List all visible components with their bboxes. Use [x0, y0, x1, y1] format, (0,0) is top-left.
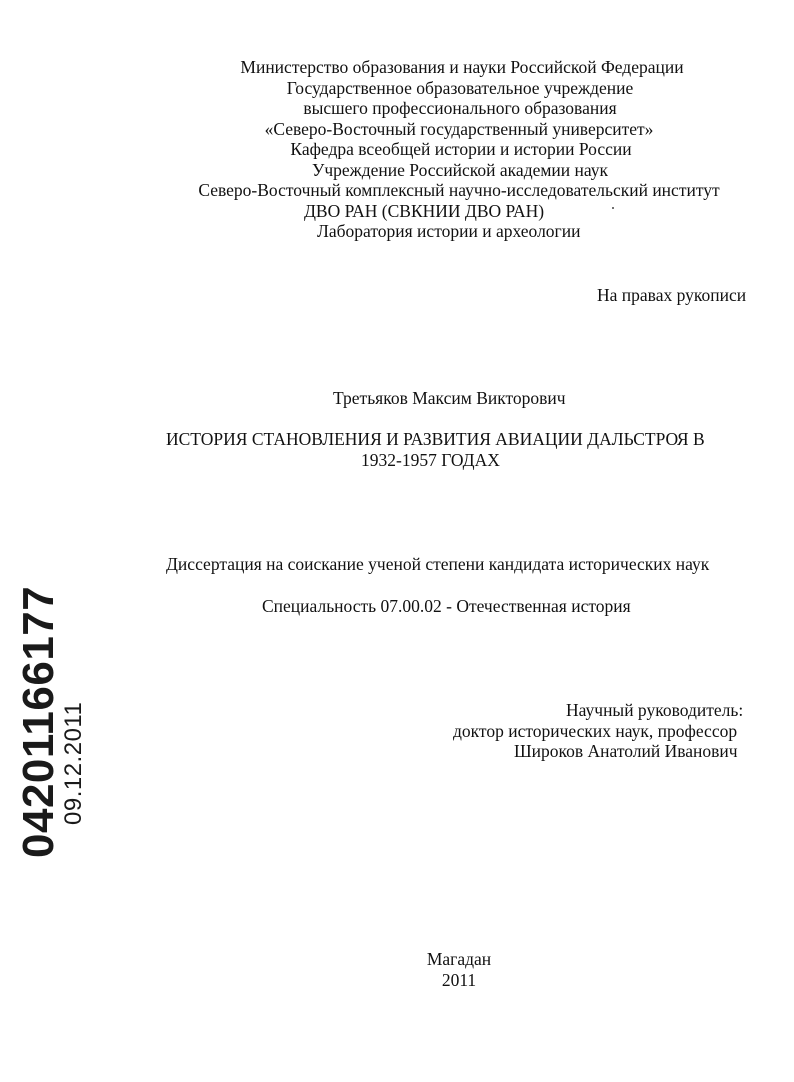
header-institution-type: Государственное образовательное учреждение [286, 78, 634, 98]
footer-city: Магадан [426, 949, 492, 969]
supervisor-name: Широков Анатолий Иванович [514, 741, 738, 761]
footer-year: 2011 [441, 970, 477, 990]
author-name: Третьяков Максим Викторович [333, 388, 566, 408]
header-university: «Северо-Восточный государственный университет» [264, 119, 654, 139]
header-education-level: высшего профессионального образования [303, 98, 617, 118]
header-research-institute: Северо-Восточный комплексный научно-исследовательский институт [198, 180, 720, 200]
header-dvo-ran: ДВО РАН (СВКНИИ ДВО РАН) [304, 201, 545, 221]
dissertation-title-line-1: ИСТОРИЯ СТАНОВЛЕНИЯ И РАЗВИТИЯ АВИАЦИИ ДАЛЬСТРОЯ В [166, 429, 705, 449]
supervisor-credentials: доктор исторических наук, профессор [453, 721, 738, 741]
specialty: Специальность 07.00.02 - Отечественная история [262, 596, 631, 616]
manuscript-note: На правах рукописи [597, 285, 747, 305]
scan-speck [612, 207, 614, 209]
degree-statement: Диссертация на соискание ученой степени кандидата исторических наук [166, 554, 710, 574]
library-stamp-date: 09.12.2011 [60, 701, 87, 825]
library-stamp-code: 04201166177 [14, 585, 63, 858]
header-ministry: Министерство образования и науки Российской Федерации [240, 57, 684, 77]
header-academy: Учреждение Российской академии наук [311, 160, 609, 180]
header-department: Кафедра всеобщей истории и истории России [290, 139, 632, 159]
header-laboratory: Лаборатория истории и археологии [317, 221, 581, 241]
dissertation-title-line-2: 1932-1957 ГОДАХ [361, 450, 500, 470]
supervisor-label: Научный руководитель: [566, 700, 744, 720]
